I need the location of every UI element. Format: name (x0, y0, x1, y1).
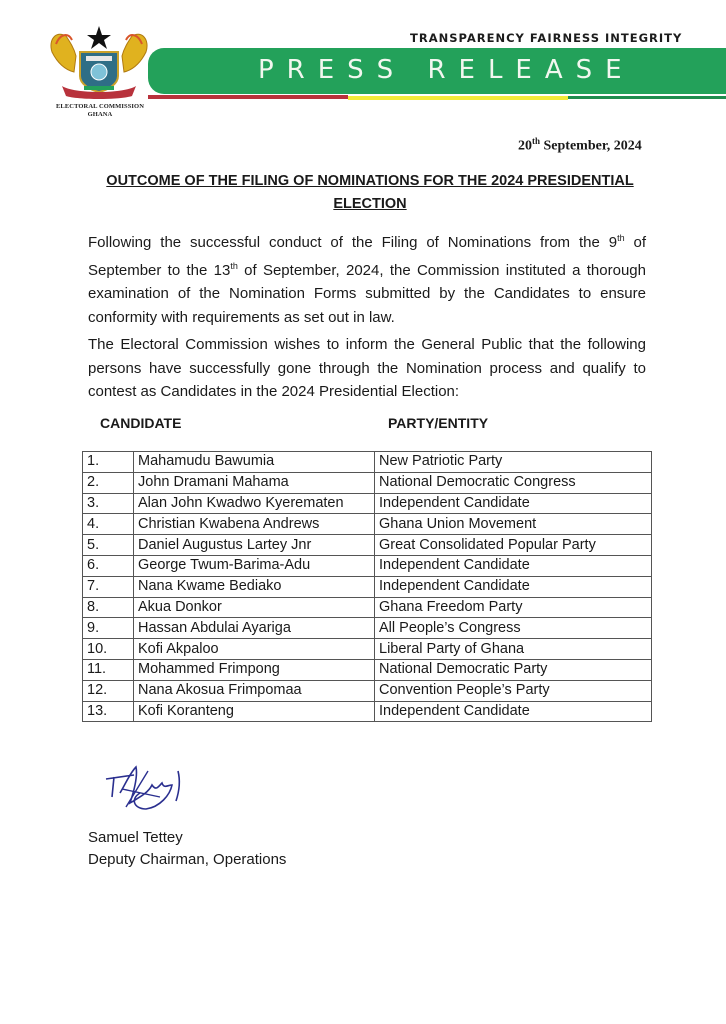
tagline: TRANSPARENCY FAIRNESS INTEGRITY (410, 31, 683, 45)
table-row (83, 452, 652, 473)
candidate-name: Mahamudu Bawumia (134, 452, 375, 473)
intro-text-2: of September to the 13 (88, 234, 646, 279)
party-name: Convention People’s Party (375, 680, 652, 701)
row-number: 2. (83, 472, 134, 493)
party-name: Independent Candidate (375, 576, 652, 597)
party-name: Ghana Union Movement (375, 514, 652, 535)
table-row (83, 576, 652, 597)
banner-stripe-yellow (348, 96, 568, 100)
table-row (83, 493, 652, 514)
candidate-name: Mohammed Frimpong (134, 659, 375, 680)
candidate-name: Hassan Abdulai Ayariga (134, 618, 375, 639)
party-name: Ghana Freedom Party (375, 597, 652, 618)
candidate-name: Christian Kwabena Andrews (134, 514, 375, 535)
party-name: New Patriotic Party (375, 452, 652, 473)
party-name: Great Consolidated Popular Party (375, 535, 652, 556)
release-date (518, 136, 642, 155)
banner-title: PRESS RELEASE (258, 55, 635, 85)
intro-text-3: of September, 2024, the Commission instituted a thorough examination of the Nomination Forms submitted by the Candidates to ensure conformity with requirements as set out in law. (88, 261, 646, 326)
row-number: 1. (83, 452, 134, 473)
candidate-name: John Dramani Mahama (134, 472, 375, 493)
row-number: 6. (83, 555, 134, 576)
candidates-table (82, 451, 652, 722)
candidate-column-header: CANDIDATE (100, 415, 182, 431)
table-row (83, 618, 652, 639)
candidate-name: Nana Kwame Bediako (134, 576, 375, 597)
intro-text-1: Following the successful conduct of the Filing of Nominations from the 9 (88, 234, 618, 251)
organization-name-line1: ELECTORAL COMMISSION (55, 103, 145, 110)
table-row (83, 555, 652, 576)
table-row (83, 514, 652, 535)
row-number: 11. (83, 659, 134, 680)
document-title: OUTCOME OF THE FILING OF NOMINATIONS FOR THE 2024 PRESIDENTIAL ELECTION (106, 173, 634, 212)
date-day-suffix: th (532, 136, 541, 146)
table-row (83, 701, 652, 722)
announcement-paragraph: The Electoral Commission wishes to inform the General Public that the following persons have successfully gone through the Nomination process and qualify to contest as Candidates in the 2024 Presidential Election: (88, 336, 646, 400)
party-name: National Democratic Congress (375, 472, 652, 493)
intro-sup-1: th (617, 233, 625, 243)
coat-of-arms-logo-icon (44, 22, 154, 100)
candidate-name: Kofi Akpaloo (134, 639, 375, 660)
party-column-header: PARTY/ENTITY (388, 415, 489, 431)
row-number: 7. (83, 576, 134, 597)
intro-sup-2: th (230, 260, 238, 271)
row-number: 3. (83, 493, 134, 514)
candidates-table-body (83, 452, 652, 722)
table-row (83, 680, 652, 701)
date-month-year: September, 2024 (540, 138, 642, 154)
party-name: Independent Candidate (375, 493, 652, 514)
signatory-title: Deputy Chairman, Operations (88, 851, 287, 868)
intro-paragraph (88, 227, 646, 329)
row-number: 13. (83, 701, 134, 722)
row-number: 5. (83, 535, 134, 556)
party-name: All People’s Congress (375, 618, 652, 639)
candidate-name: Daniel Augustus Lartey Jnr (134, 535, 375, 556)
party-name: Independent Candidate (375, 555, 652, 576)
candidate-name: Kofi Koranteng (134, 701, 375, 722)
row-number: 10. (83, 639, 134, 660)
table-row (83, 597, 652, 618)
banner-stripe-green (568, 96, 726, 99)
party-name: National Democratic Party (375, 659, 652, 680)
table-row (83, 659, 652, 680)
candidate-name: Akua Donkor (134, 597, 375, 618)
row-number: 8. (83, 597, 134, 618)
row-number: 12. (83, 680, 134, 701)
table-row (83, 639, 652, 660)
signatory-name: Samuel Tettey (88, 829, 183, 846)
table-row (83, 535, 652, 556)
signature-icon (100, 763, 200, 813)
row-number: 9. (83, 618, 134, 639)
table-row (83, 472, 652, 493)
banner-stripe-red (148, 95, 348, 99)
candidate-name: Nana Akosua Frimpomaa (134, 680, 375, 701)
date-day: 20 (518, 138, 532, 154)
party-name: Liberal Party of Ghana (375, 639, 652, 660)
organization-name (30, 103, 170, 118)
candidate-name: George Twum-Barima-Adu (134, 555, 375, 576)
candidate-name: Alan John Kwadwo Kyerematen (134, 493, 375, 514)
row-number: 4. (83, 514, 134, 535)
organization-name-line2: GHANA (87, 110, 113, 118)
party-name: Independent Candidate (375, 701, 652, 722)
